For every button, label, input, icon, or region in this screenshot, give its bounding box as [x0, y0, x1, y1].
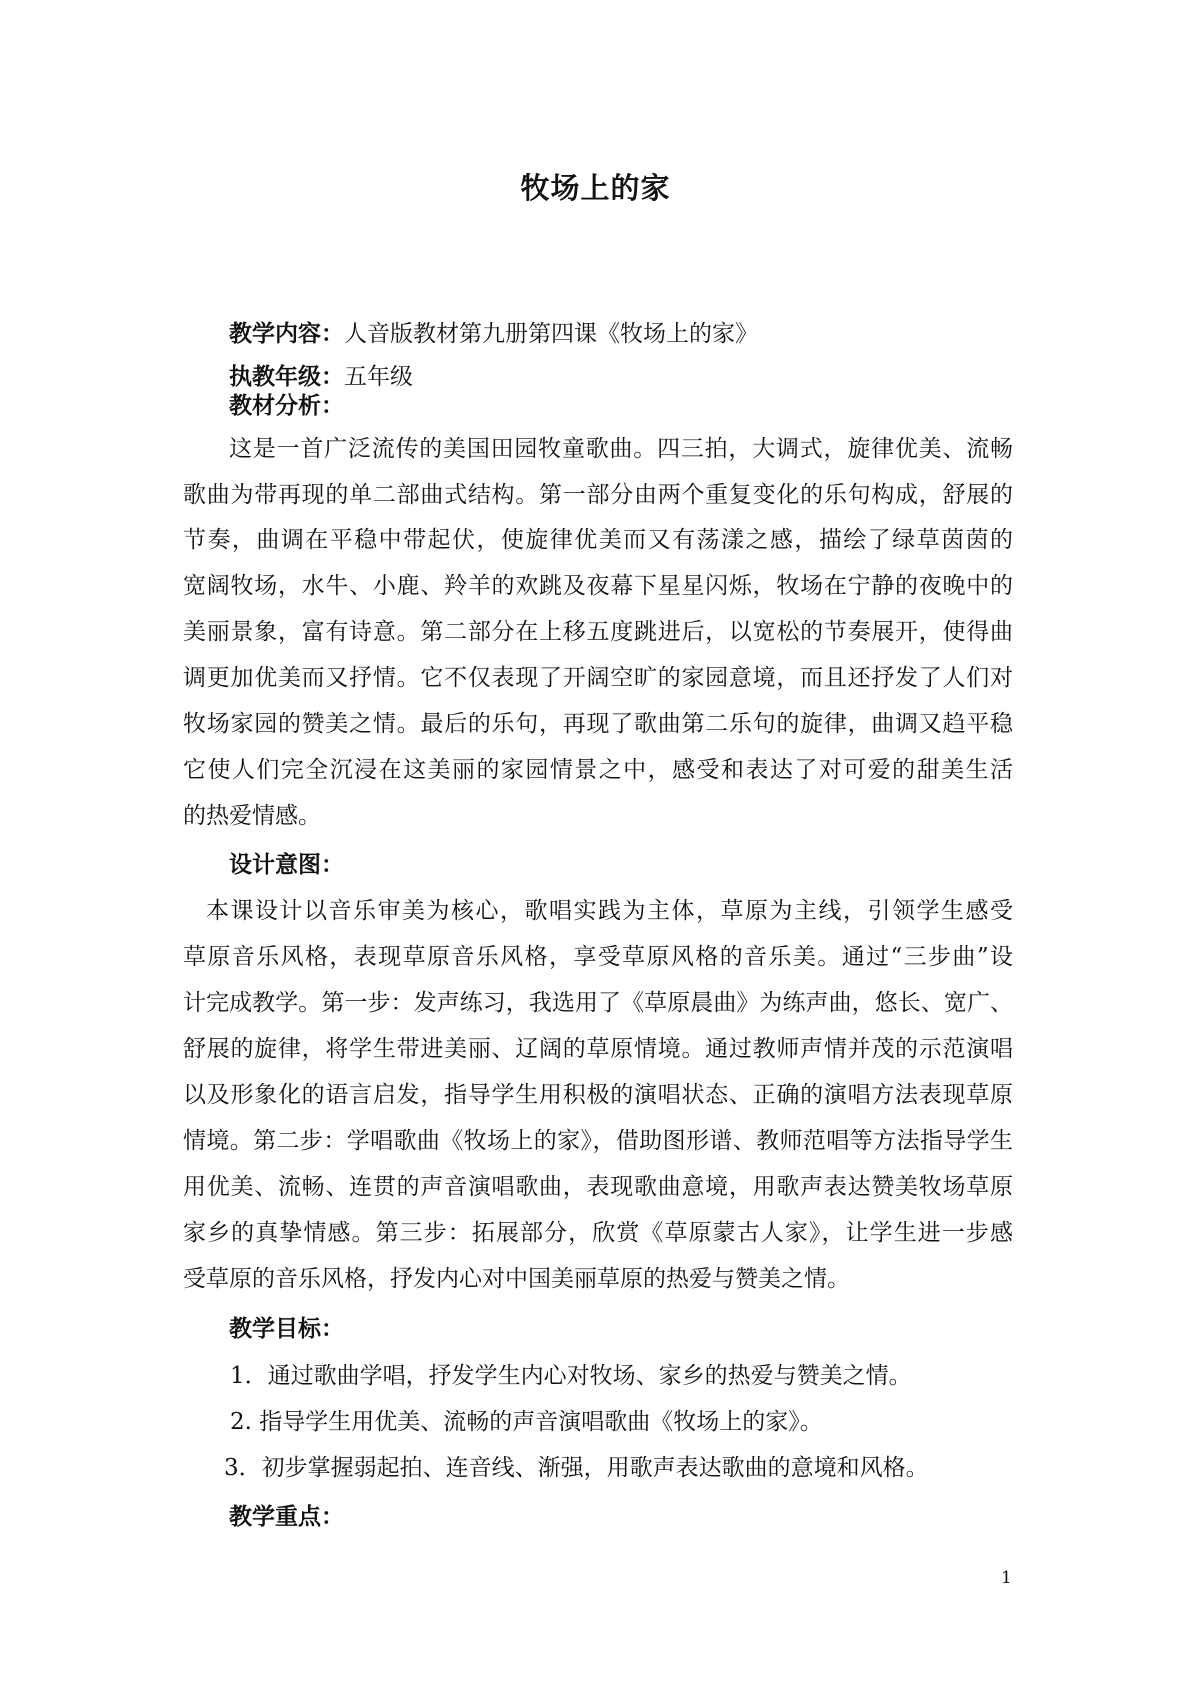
key-points-heading: 教学重点：	[229, 1504, 344, 1530]
objectives-heading: 教学目标：	[229, 1316, 344, 1342]
design-line: 受草原的音乐风格，抒发内心对中国美丽草原的热爱与赞美之情。	[183, 1266, 850, 1292]
document-title: 牧场上的家	[520, 171, 671, 205]
analysis-line: 它使人们完全沉浸在这美丽的家园情景之中，感受和表达了对可爱的甜美生活	[183, 757, 1013, 783]
design-line: 草原音乐风格，表现草原音乐风格，享受草原风格的音乐美。通过“三步曲”设	[183, 944, 1013, 970]
grade-line	[229, 361, 1059, 393]
design-heading: 设计意图：	[229, 852, 344, 878]
design-line: 家乡的真挚情感。第三步：拓展部分，欣赏《草原蒙古人家》，让学生进一步感	[183, 1220, 1013, 1246]
objective-item: 1．通过歌曲学唱，抒发学生内心对牧场、家乡的热爱与赞美之情。	[230, 1363, 912, 1389]
design-line: 计完成教学。第一步：发声练习，我选用了《草原晨曲》为练声曲，悠长、宽广、	[183, 990, 1013, 1016]
analysis-heading: 教材分析：	[229, 393, 344, 419]
analysis-line: 这是一首广泛流传的美国田园牧童歌曲。四三拍，大调式，旋律优美、流畅	[229, 436, 1013, 462]
grade-value: 五年级	[344, 364, 413, 390]
design-line: 用优美、流畅、连贯的声音演唱歌曲，表现歌曲意境，用歌声表达赞美牧场草原	[183, 1174, 1013, 1200]
content-label: 教学内容：	[229, 321, 344, 347]
design-line: 以及形象化的语言启发，指导学生用积极的演唱状态、正确的演唱方法表现草原	[183, 1082, 1013, 1108]
analysis-line: 宽阔牧场，水牛、小鹿、羚羊的欢跳及夜幕下星星闪烁，牧场在宁静的夜晚中的	[183, 573, 1013, 599]
page-number: 1	[1001, 1568, 1012, 1588]
analysis-line: 牧场家园的赞美之情。最后的乐句，再现了歌曲第二乐句的旋律，曲调又趋平稳	[183, 711, 1013, 737]
design-line: 舒展的旋律，将学生带进美丽、辽阔的草原情境。通过教师声情并茂的示范演唱	[183, 1036, 1013, 1062]
objective-item: 3．初步掌握弱起拍、连音线、渐强，用歌声表达歌曲的意境和风格。	[224, 1455, 929, 1481]
analysis-line: 的热爱情感。	[183, 803, 321, 829]
design-line: 本课设计以音乐审美为核心，歌唱实践为主体，草原为主线，引领学生感受	[206, 898, 1013, 924]
design-line: 情境。第二步：学唱歌曲《牧场上的家》，借助图形谱、教师范唱等方法指导学生	[183, 1128, 1013, 1154]
grade-label: 执教年级：	[229, 364, 344, 390]
content-line	[229, 318, 1059, 350]
analysis-line: 美丽景象，富有诗意。第二部分在上移五度跳进后，以宽松的节奏展开，使得曲	[183, 619, 1013, 645]
content-value: 人音版教材第九册第四课《牧场上的家》	[344, 321, 758, 347]
objective-item: 2. 指导学生用优美、流畅的声音演唱歌曲《牧场上的家》。	[230, 1409, 823, 1435]
analysis-line: 节奏，曲调在平稳中带起伏，使旋律优美而又有荡漾之感，描绘了绿草茵茵的	[183, 527, 1013, 553]
analysis-line: 歌曲为带再现的单二部曲式结构。第一部分由两个重复变化的乐句构成，舒展的	[183, 482, 1013, 508]
analysis-line: 调更加优美而又抒情。它不仅表现了开阔空旷的家园意境，而且还抒发了人们对	[183, 665, 1013, 691]
